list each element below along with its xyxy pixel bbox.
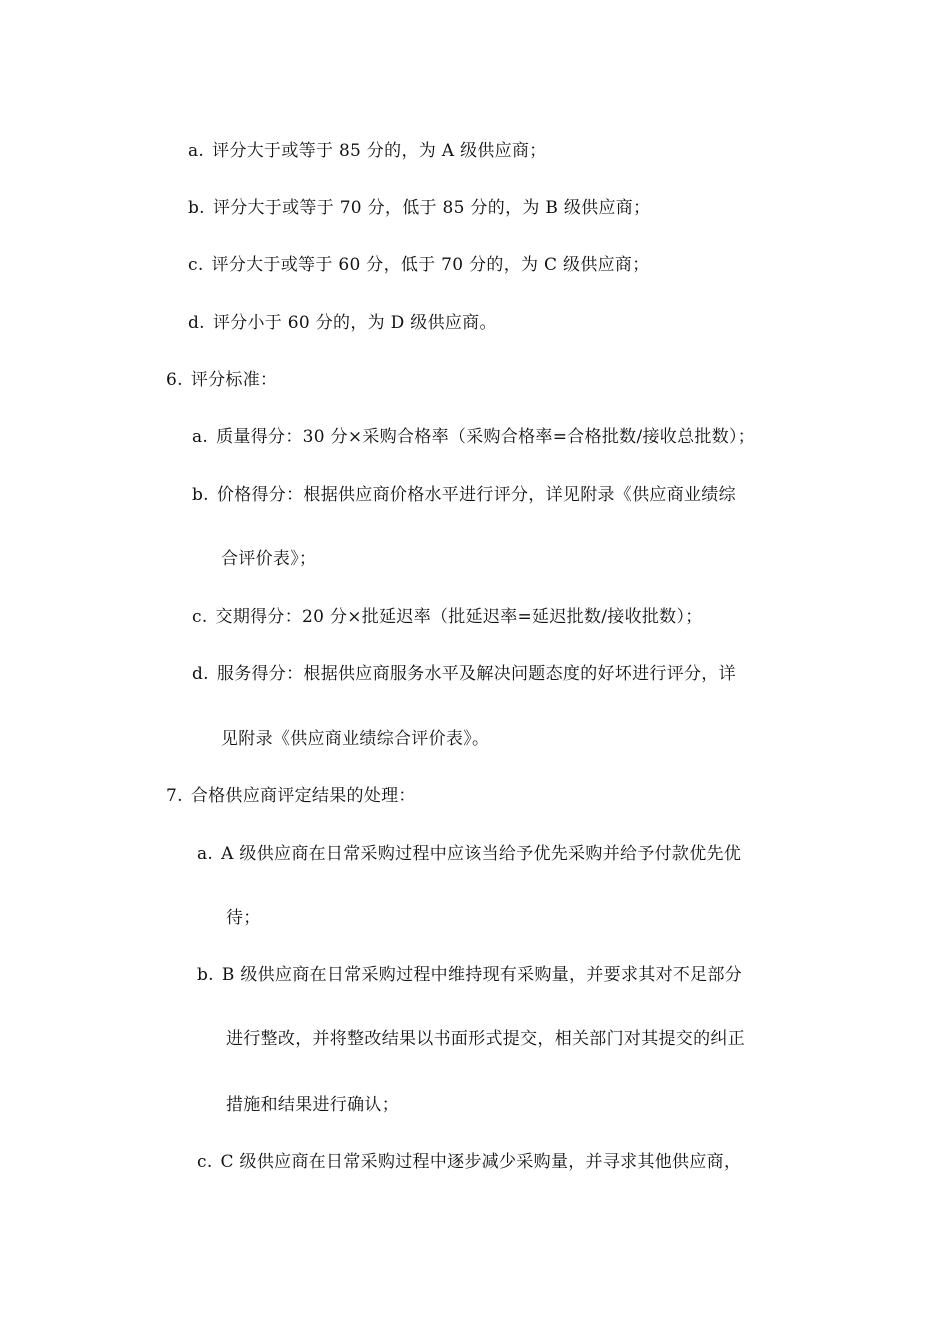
section-6-heading	[166, 369, 277, 391]
list-item-text: 评分小于 60 分的，为 D 级供应商。	[212, 313, 497, 333]
result-item-a	[197, 843, 741, 865]
list-marker: c.	[192, 607, 208, 627]
list-marker: c.	[197, 1152, 213, 1172]
list-item-text: 交期得分：20 分×批延迟率（批延迟率=延迟批数/接收批数）；	[215, 607, 703, 627]
list-item-text: 进行整改，并将整改结果以书面形式提交，相关部门对其提交的纠正	[226, 1029, 745, 1049]
grade-item-c	[188, 254, 650, 276]
list-marker: b.	[192, 485, 209, 505]
section-number: 7.	[166, 786, 183, 806]
list-item-text: 质量得分：30 分×采购合格率（采购合格率=合格批数/接收总批数）；	[216, 427, 756, 447]
section-title: 评分标准：	[190, 370, 278, 390]
list-item-text: C 级供应商在日常采购过程中逐步减少采购量，并寻求其他供应商，	[220, 1152, 742, 1172]
result-item-b-continuation-2	[226, 1094, 399, 1116]
grade-item-a	[188, 140, 547, 162]
list-item-text: 待；	[226, 908, 261, 928]
grade-item-b	[188, 197, 650, 219]
section-7-heading	[166, 785, 416, 807]
section-number: 6.	[166, 370, 183, 390]
result-item-a-continuation	[226, 907, 261, 929]
list-item-text: 评分大于或等于 60 分，低于 70 分的，为 C 级供应商；	[211, 255, 650, 275]
list-item-text: 合评价表》；	[221, 549, 317, 569]
list-item-text: 措施和结果进行确认；	[226, 1095, 399, 1115]
list-marker: d.	[192, 664, 209, 684]
grade-item-d	[188, 312, 497, 334]
list-item-text: A 级供应商在日常采购过程中应该当给予优先采购并给予付款优先优	[221, 844, 742, 864]
list-marker: a.	[188, 141, 205, 161]
list-item-text: 评分大于或等于 85 分的，为 A 级供应商；	[212, 141, 547, 161]
list-item-text: 见附录《供应商业绩综合评价表》。	[221, 729, 490, 749]
list-marker: b.	[188, 198, 205, 218]
list-marker: a.	[192, 427, 209, 447]
list-item-text: 服务得分：根据供应商服务水平及解决问题态度的好坏进行评分，详	[216, 664, 736, 684]
section-title: 合格供应商评定结果的处理：	[190, 786, 416, 806]
list-item-text: 价格得分：根据供应商价格水平进行评分，详见附录《供应商业绩综	[216, 485, 736, 505]
list-item-text: 评分大于或等于 70 分，低于 85 分的，为 B 级供应商；	[212, 198, 651, 218]
list-marker: d.	[188, 313, 205, 333]
criteria-item-d	[192, 663, 736, 685]
list-item-text: B 级供应商在日常采购过程中维持现有采购量，并要求其对不足部分	[221, 965, 743, 985]
criteria-item-d-continuation	[221, 728, 489, 750]
criteria-item-b	[192, 484, 736, 506]
list-marker: a.	[197, 844, 214, 864]
result-item-c	[197, 1151, 741, 1173]
criteria-item-c	[192, 606, 703, 628]
criteria-item-a	[192, 426, 755, 448]
result-item-b	[197, 964, 742, 986]
list-marker: c.	[188, 255, 204, 275]
result-item-b-continuation-1	[226, 1028, 745, 1050]
criteria-item-b-continuation	[221, 548, 316, 570]
list-marker: b.	[197, 965, 214, 985]
